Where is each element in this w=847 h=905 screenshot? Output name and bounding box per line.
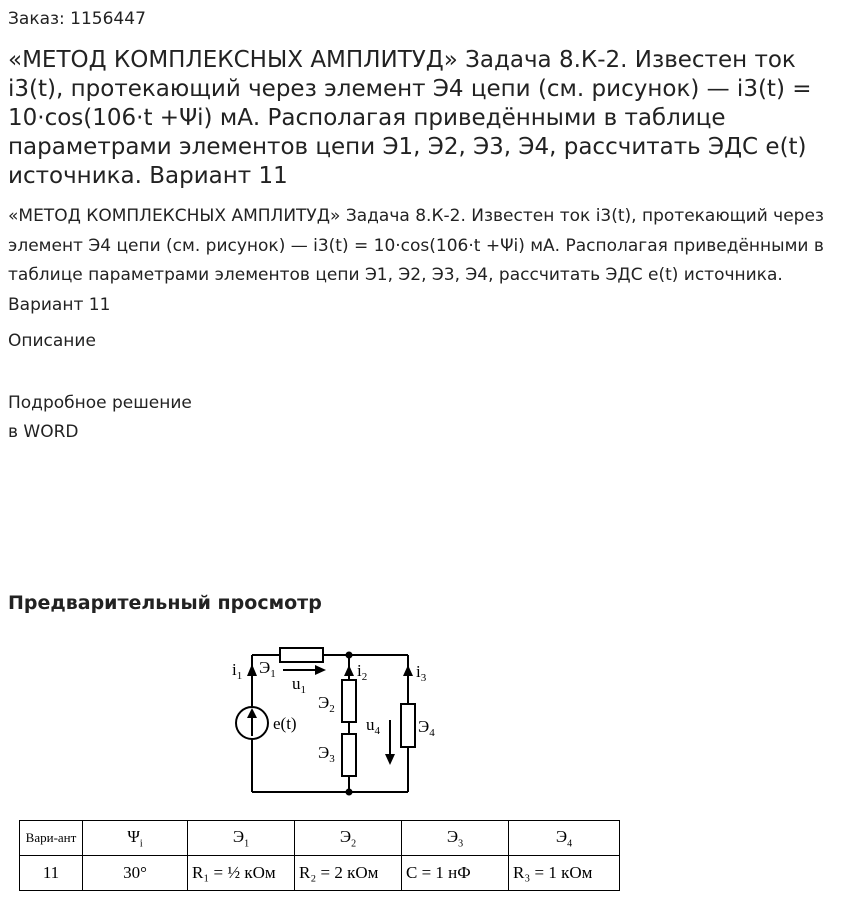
i2-arrowhead bbox=[344, 665, 354, 676]
label-e3: $Э_3$ bbox=[318, 743, 335, 765]
element-e1-resistor bbox=[280, 648, 323, 662]
node-top bbox=[346, 652, 353, 659]
label-et: e(t) bbox=[273, 714, 297, 733]
solution-note-line1: Подробное решение bbox=[8, 393, 192, 413]
node-bottom bbox=[346, 789, 353, 796]
label-e1: $Э_1$ bbox=[259, 658, 276, 680]
header-e2: $Э_2$ bbox=[295, 821, 402, 856]
label-i1: $i_1$ bbox=[232, 660, 243, 682]
cell-e4: R₃ = 1 кОм bbox=[509, 856, 620, 891]
cell-psi: 30° bbox=[83, 856, 188, 891]
table-row bbox=[20, 856, 620, 891]
label-i2: $i_2$ bbox=[357, 661, 368, 683]
header-e1: $Э_1$ bbox=[188, 821, 295, 856]
header-e4: $Э_4$ bbox=[509, 821, 620, 856]
cell-variant: 11 bbox=[20, 856, 83, 891]
page-title: «МЕТОД КОМПЛЕКСНЫХ АМПЛИТУД» Задача 8.К-2. Известен ток i3(t), протекающий через элемент Э4 цепи (см. рисунок) — i3(t) = 10·cos(106·t +Ψi) мА. Располагая приведёнными в таблице параметрами элементов цепи Э1, Э2, Э3, Э4, рассчитать ЭДС e(t) источника. Вариант 11 bbox=[8, 47, 812, 189]
element-e3-resistor bbox=[342, 734, 356, 776]
header-psi: $\Psi_i$ bbox=[83, 821, 188, 856]
header-variant: Вари-ант bbox=[20, 821, 83, 856]
u4-arrowhead bbox=[385, 754, 395, 765]
label-u4: $u_4$ bbox=[366, 715, 380, 737]
label-i3: $i_3$ bbox=[416, 662, 427, 684]
cell-e1: R₁ = ½ кОм bbox=[188, 856, 295, 891]
table-header-row bbox=[20, 821, 620, 856]
preview-heading: Предварительный просмотр bbox=[8, 592, 322, 614]
label-e4: $Э_4$ bbox=[418, 717, 435, 739]
label-e2: $Э_2$ bbox=[318, 693, 335, 715]
parameters-table bbox=[19, 820, 620, 891]
element-e2-resistor bbox=[342, 680, 356, 722]
header-e3: $Э_3$ bbox=[402, 821, 509, 856]
cell-e3: C = 1 нФ bbox=[402, 856, 509, 891]
label-u1: $u_1$ bbox=[292, 674, 306, 696]
i3-arrowhead bbox=[403, 665, 413, 676]
i1-arrowhead bbox=[247, 664, 257, 676]
source-arrowhead bbox=[247, 708, 257, 718]
u1-arrowhead bbox=[315, 665, 326, 675]
task-description: «МЕТОД КОМПЛЕКСНЫХ АМПЛИТУД» Задача 8.К-2. Известен ток i3(t), протекающий через элемент Э4 цепи (см. рисунок) — i3(t) = 10·cos(106·t +Ψi) мА. Располагая приведёнными в таблице параметрами элементов цепи Э1, Э2, Э3, Э4, рассчитать ЭДС e(t) источника. Вариант 11 bbox=[8, 206, 824, 315]
solution-note-line2: в WORD bbox=[8, 422, 79, 442]
element-e4-resistor bbox=[401, 704, 415, 747]
circuit-diagram bbox=[0, 620, 847, 805]
cell-e2: R₂ = 2 кОм bbox=[295, 856, 402, 891]
description-heading: Описание bbox=[8, 331, 96, 351]
order-number: Заказ: 1156447 bbox=[8, 9, 146, 29]
